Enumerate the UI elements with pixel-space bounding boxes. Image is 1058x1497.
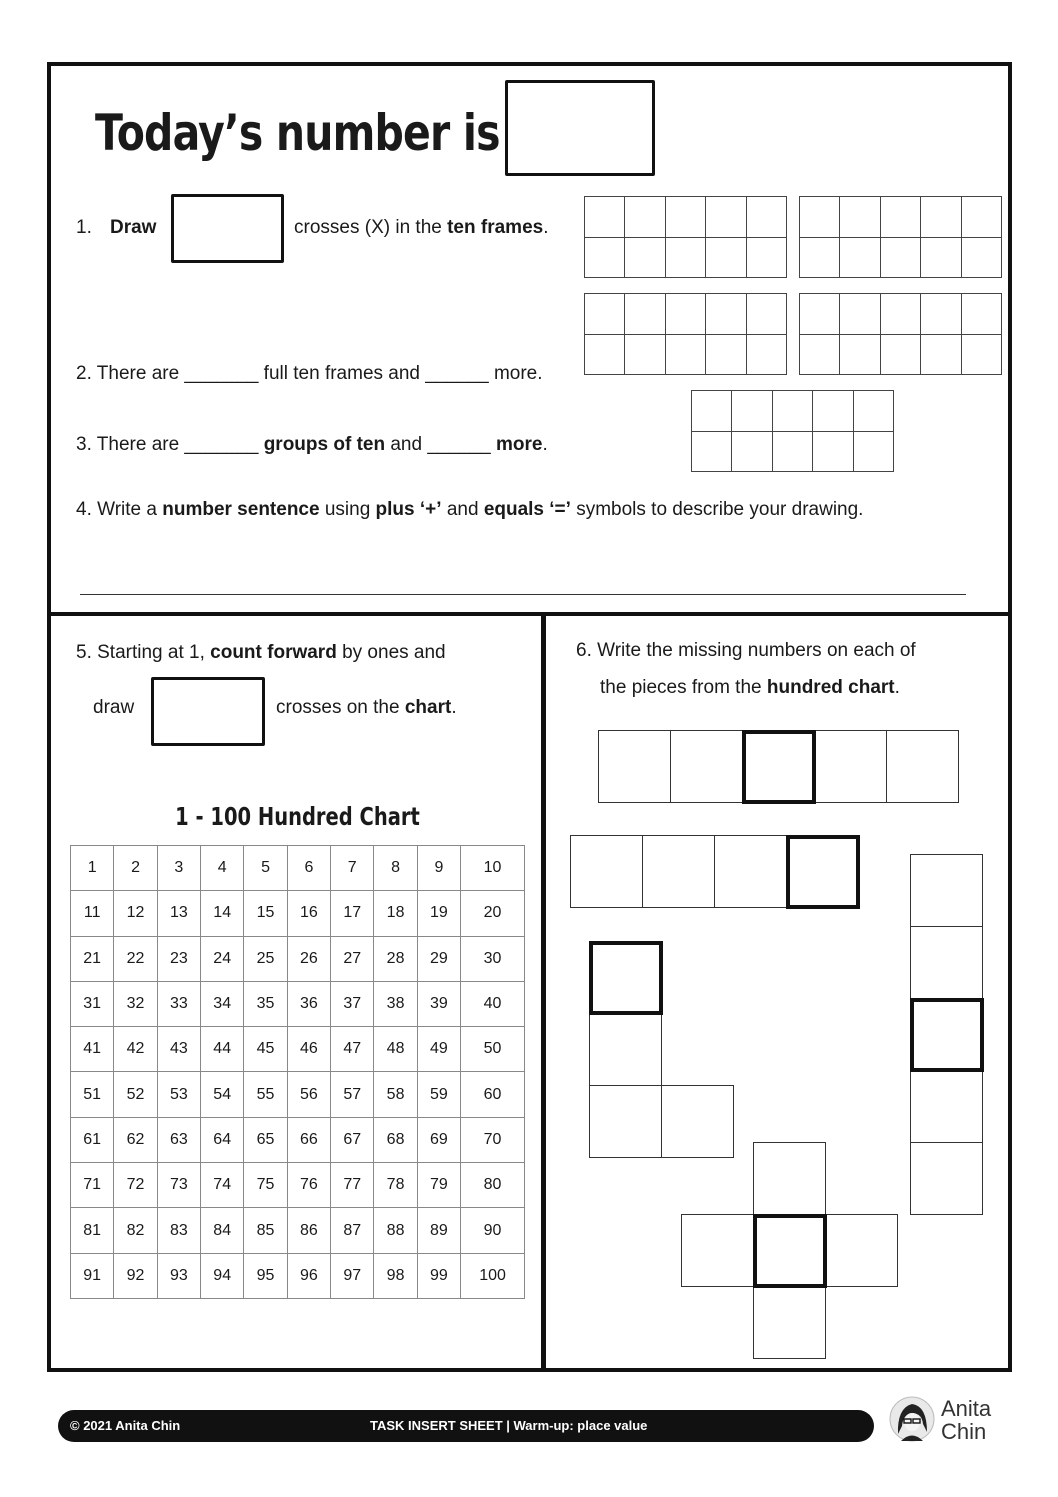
hundred-chart-cell[interactable]: 19	[417, 891, 460, 936]
piece-1-cell[interactable]	[814, 730, 887, 803]
hundred-chart-cell[interactable]: 91	[71, 1253, 114, 1298]
hundred-chart-row	[71, 1027, 525, 1072]
piece-4-cell[interactable]	[661, 1085, 734, 1158]
hundred-chart-cell[interactable]: 76	[287, 1163, 330, 1208]
ten-frame-cell[interactable]	[840, 334, 880, 375]
hundred-chart-cell[interactable]: 64	[201, 1117, 244, 1162]
ten-frame-cell[interactable]	[800, 334, 840, 375]
hundred-chart-cell[interactable]: 44	[201, 1027, 244, 1072]
hundred-chart-cell[interactable]: 77	[331, 1163, 374, 1208]
ten-frame-cell[interactable]	[853, 431, 893, 472]
piece-1-highlighted-cell[interactable]	[742, 730, 816, 804]
ten-frame-cell[interactable]	[772, 431, 812, 472]
hundred-chart-cell[interactable]: 37	[331, 981, 374, 1026]
hundred-chart-cell[interactable]: 84	[201, 1208, 244, 1253]
hundred-chart-row	[71, 891, 525, 936]
todays-number-box[interactable]	[505, 80, 655, 176]
q5-line2: crosses on the chart.	[276, 697, 457, 718]
ten-frame-cell[interactable]	[840, 237, 880, 278]
hundred-chart-cell[interactable]: 56	[287, 1072, 330, 1117]
hundred-chart-cell[interactable]: 97	[331, 1253, 374, 1298]
author-logo	[889, 1394, 1009, 1446]
hundred-chart-cell[interactable]: 42	[114, 1027, 157, 1072]
ten-frame-cell[interactable]	[625, 197, 665, 238]
ten-frame-1[interactable]	[584, 196, 787, 278]
ten-frame-3[interactable]	[584, 293, 787, 375]
hundred-chart-cell[interactable]: 31	[71, 981, 114, 1026]
hundred-chart-cell[interactable]: 32	[114, 981, 157, 1026]
footer-copyright: © 2021 Anita Chin	[70, 1418, 181, 1433]
ten-frame-cell[interactable]	[625, 237, 665, 278]
hundred-chart-cell[interactable]: 79	[417, 1163, 460, 1208]
hundred-chart-cell[interactable]: 39	[417, 981, 460, 1026]
hundred-chart-cell[interactable]: 57	[331, 1072, 374, 1117]
ten-frame-cell[interactable]	[746, 237, 786, 278]
hundred-chart-cell[interactable]: 68	[374, 1117, 417, 1162]
ten-frame-cell[interactable]	[800, 197, 840, 238]
hundred-chart-cell[interactable]: 21	[71, 936, 114, 981]
hundred-chart-cell[interactable]: 36	[287, 981, 330, 1026]
hundred-chart-cell[interactable]: 58	[374, 1072, 417, 1117]
ten-frame-cell[interactable]	[732, 431, 772, 472]
piece-3-cell[interactable]	[910, 1070, 983, 1143]
hundred-chart-cell[interactable]: 85	[244, 1208, 287, 1253]
hundred-chart-cell[interactable]: 12	[114, 891, 157, 936]
piece-2-highlighted-cell[interactable]	[786, 835, 860, 909]
piece-3-highlighted-cell[interactable]	[910, 998, 984, 1072]
ten-frame-cell[interactable]	[880, 334, 920, 375]
ten-frame-cell[interactable]	[665, 334, 705, 375]
hundred-chart-title: 1 - 100 Hundred Chart	[175, 802, 420, 831]
ten-frame-cell[interactable]	[732, 391, 772, 432]
q4-text: 4. Write a number sentence using plus ‘+’ and equals ‘=’ symbols to describe your drawing.	[76, 499, 864, 520]
ten-frame-cell[interactable]	[746, 294, 786, 335]
hundred-chart-cell[interactable]: 43	[157, 1027, 200, 1072]
ten-frame-cell[interactable]	[692, 431, 732, 472]
logo-name-line1: Anita	[941, 1396, 992, 1421]
piece-2-cell[interactable]	[570, 835, 643, 908]
hundred-chart-cell[interactable]: 92	[114, 1253, 157, 1298]
hundred-chart-cell[interactable]: 67	[331, 1117, 374, 1162]
hundred-chart-cell[interactable]: 5	[244, 846, 287, 891]
hundred-chart-cell[interactable]: 15	[244, 891, 287, 936]
hundred-chart-cell[interactable]: 52	[114, 1072, 157, 1117]
hundred-chart-cell[interactable]: 49	[417, 1027, 460, 1072]
ten-frame-cell[interactable]	[746, 334, 786, 375]
piece-1-cell[interactable]	[670, 730, 743, 803]
ten-frame-cell[interactable]	[692, 391, 732, 432]
piece-3-cell[interactable]	[910, 1142, 983, 1215]
piece-3-cell[interactable]	[910, 854, 983, 927]
q6-line2: the pieces from the hundred chart.	[600, 677, 900, 698]
hundred-chart-cell[interactable]: 83	[157, 1208, 200, 1253]
hundred-chart-cell[interactable]: 53	[157, 1072, 200, 1117]
ten-frame-2[interactable]	[799, 196, 1002, 278]
hundred-chart-cell[interactable]: 28	[374, 936, 417, 981]
ten-frame-cell[interactable]	[853, 391, 893, 432]
hundred-chart-cell[interactable]: 82	[114, 1208, 157, 1253]
ten-frame-cell[interactable]	[706, 197, 746, 238]
ten-frame-cell[interactable]	[961, 237, 1001, 278]
piece-5-cell[interactable]	[753, 1286, 826, 1359]
hundred-chart-cell[interactable]: 54	[201, 1072, 244, 1117]
ten-frame-cell[interactable]	[585, 237, 625, 278]
hundred-chart-cell[interactable]: 27	[331, 936, 374, 981]
hundred-chart-cell[interactable]: 33	[157, 981, 200, 1026]
hundred-chart-cell[interactable]: 75	[244, 1163, 287, 1208]
ten-frame-cell[interactable]	[746, 197, 786, 238]
ten-frame-cell[interactable]	[813, 431, 853, 472]
hundred-chart-cell[interactable]: 38	[374, 981, 417, 1026]
ten-frame-cell[interactable]	[625, 294, 665, 335]
hundred-chart-cell[interactable]: 17	[331, 891, 374, 936]
hundred-chart-cell[interactable]: 95	[244, 1253, 287, 1298]
piece-5-cell[interactable]	[681, 1214, 754, 1287]
hundred-chart-row	[71, 1072, 525, 1117]
piece-3-cell[interactable]	[910, 926, 983, 999]
logo-name-line2: Chin	[941, 1419, 987, 1444]
hundred-chart-cell[interactable]: 48	[374, 1027, 417, 1072]
q5-answer-box[interactable]	[151, 677, 265, 746]
ten-frame-cell[interactable]	[665, 294, 705, 335]
hundred-chart-cell[interactable]: 63	[157, 1117, 200, 1162]
hundred-chart-cell[interactable]: 16	[287, 891, 330, 936]
hundred-chart-cell[interactable]: 25	[244, 936, 287, 981]
hundred-chart-cell[interactable]: 26	[287, 936, 330, 981]
ten-frame-cell[interactable]	[921, 294, 961, 335]
piece-4-highlighted-cell[interactable]	[589, 941, 663, 1015]
hundred-chart-cell[interactable]: 74	[201, 1163, 244, 1208]
hundred-chart-row	[71, 1117, 525, 1162]
ten-frame-cell[interactable]	[880, 197, 920, 238]
hundred-chart-cell[interactable]: 100	[461, 1253, 525, 1298]
hundred-chart-cell[interactable]: 30	[461, 936, 525, 981]
ten-frame-cell[interactable]	[585, 197, 625, 238]
hundred-chart-cell[interactable]: 35	[244, 981, 287, 1026]
hundred-chart-cell[interactable]: 80	[461, 1163, 525, 1208]
hundred-chart-cell[interactable]: 20	[461, 891, 525, 936]
ten-frame-cell[interactable]	[665, 237, 705, 278]
hundred-chart-cell[interactable]: 59	[417, 1072, 460, 1117]
ten-frame-cell[interactable]	[961, 334, 1001, 375]
footer-title: TASK INSERT SHEET | Warm-up: place value	[370, 1418, 648, 1433]
q5-draw: draw	[93, 697, 135, 718]
hundred-chart-cell[interactable]: 94	[201, 1253, 244, 1298]
ten-frame-cell[interactable]	[706, 237, 746, 278]
footer-bar	[58, 1410, 874, 1442]
author-avatar-icon	[889, 1394, 935, 1444]
hundred-chart-cell[interactable]: 22	[114, 936, 157, 981]
hundred-chart-cell[interactable]: 8	[374, 846, 417, 891]
hundred-chart-cell[interactable]: 66	[287, 1117, 330, 1162]
hundred-chart-cell[interactable]: 96	[287, 1253, 330, 1298]
piece-5-cell[interactable]	[825, 1214, 898, 1287]
q4-answer-line[interactable]	[80, 594, 966, 595]
hundred-chart-cell[interactable]: 70	[461, 1117, 525, 1162]
piece-2-cell[interactable]	[714, 835, 787, 908]
hundred-chart-cell[interactable]: 99	[417, 1253, 460, 1298]
q1-number: 1.	[76, 217, 92, 238]
hundred-chart-cell[interactable]: 29	[417, 936, 460, 981]
q1-answer-box[interactable]	[171, 194, 284, 263]
ten-frame-cell[interactable]	[625, 334, 665, 375]
hundred-chart-cell[interactable]: 40	[461, 981, 525, 1026]
hundred-chart-row	[71, 1163, 525, 1208]
hundred-chart-cell[interactable]: 23	[157, 936, 200, 981]
hundred-chart-cell[interactable]: 4	[201, 846, 244, 891]
hundred-chart-cell[interactable]: 72	[114, 1163, 157, 1208]
hundred-chart-cell[interactable]: 13	[157, 891, 200, 936]
hundred-chart-cell[interactable]: 14	[201, 891, 244, 936]
hundred-chart-cell[interactable]: 45	[244, 1027, 287, 1072]
piece-2-cell[interactable]	[642, 835, 715, 908]
piece-4-cell[interactable]	[589, 1013, 662, 1086]
piece-5-highlighted-cell[interactable]	[753, 1214, 827, 1288]
ten-frame-cell[interactable]	[961, 294, 1001, 335]
piece-5-cell[interactable]	[753, 1142, 826, 1215]
hundred-chart-row	[71, 936, 525, 981]
hundred-chart-cell[interactable]: 65	[244, 1117, 287, 1162]
q5-line1: 5. Starting at 1, count forward by ones and	[76, 642, 446, 663]
hundred-chart-cell[interactable]: 1	[71, 846, 114, 891]
hundred-chart-cell[interactable]: 55	[244, 1072, 287, 1117]
hundred-chart-cell[interactable]: 51	[71, 1072, 114, 1117]
piece-1-cell[interactable]	[598, 730, 671, 803]
ten-frame-cell[interactable]	[800, 237, 840, 278]
piece-4-cell[interactable]	[589, 1085, 662, 1158]
hundred-chart[interactable]	[70, 845, 525, 1299]
ten-frame-cell[interactable]	[840, 197, 880, 238]
hundred-chart-cell[interactable]: 61	[71, 1117, 114, 1162]
ten-frame-4[interactable]	[799, 293, 1002, 375]
hundred-chart-cell[interactable]: 98	[374, 1253, 417, 1298]
ten-frame-cell[interactable]	[585, 334, 625, 375]
ten-frame-cell[interactable]	[772, 391, 812, 432]
hundred-chart-cell[interactable]: 69	[417, 1117, 460, 1162]
hundred-chart-cell[interactable]: 41	[71, 1027, 114, 1072]
hundred-chart-cell[interactable]: 71	[71, 1163, 114, 1208]
hundred-chart-cell[interactable]: 10	[461, 846, 525, 891]
ten-frame-cell[interactable]	[961, 197, 1001, 238]
hundred-chart-cell[interactable]: 18	[374, 891, 417, 936]
ten-frame-cell[interactable]	[840, 294, 880, 335]
hundred-chart-cell[interactable]: 11	[71, 891, 114, 936]
hundred-chart-cell[interactable]: 50	[461, 1027, 525, 1072]
hundred-chart-cell[interactable]: 86	[287, 1208, 330, 1253]
hundred-chart-cell[interactable]: 2	[114, 846, 157, 891]
ten-frame-5[interactable]	[691, 390, 894, 472]
hundred-chart-cell[interactable]: 46	[287, 1027, 330, 1072]
ten-frame-cell[interactable]	[813, 391, 853, 432]
q6-line1: 6. Write the missing numbers on each of	[576, 640, 916, 661]
hundred-chart-cell[interactable]: 3	[157, 846, 200, 891]
hundred-chart-cell[interactable]: 93	[157, 1253, 200, 1298]
hundred-chart-cell[interactable]: 24	[201, 936, 244, 981]
hundred-chart-cell[interactable]: 62	[114, 1117, 157, 1162]
ten-frame-cell[interactable]	[921, 334, 961, 375]
q1-text: crosses (X) in the ten frames.	[294, 217, 549, 238]
hundred-chart-cell[interactable]: 89	[417, 1208, 460, 1253]
ten-frame-cell[interactable]	[880, 294, 920, 335]
hundred-chart-cell[interactable]: 73	[157, 1163, 200, 1208]
hundred-chart-cell[interactable]: 78	[374, 1163, 417, 1208]
ten-frame-cell[interactable]	[585, 294, 625, 335]
hundred-chart-cell[interactable]: 90	[461, 1208, 525, 1253]
ten-frame-cell[interactable]	[921, 237, 961, 278]
hundred-chart-cell[interactable]: 34	[201, 981, 244, 1026]
hundred-chart-row	[71, 846, 525, 891]
ten-frame-cell[interactable]	[921, 197, 961, 238]
hundred-chart-row	[71, 1208, 525, 1253]
ten-frame-cell[interactable]	[706, 294, 746, 335]
ten-frame-cell[interactable]	[706, 334, 746, 375]
hundred-chart-cell[interactable]: 88	[374, 1208, 417, 1253]
hundred-chart-cell[interactable]: 47	[331, 1027, 374, 1072]
hundred-chart-row	[71, 1253, 525, 1298]
ten-frame-cell[interactable]	[880, 237, 920, 278]
ten-frame-cell[interactable]	[665, 197, 705, 238]
hundred-chart-cell[interactable]: 87	[331, 1208, 374, 1253]
page-title: Today’s number is	[95, 104, 500, 162]
ten-frame-cell[interactable]	[800, 294, 840, 335]
q1-draw: Draw	[110, 217, 157, 238]
hundred-chart-cell[interactable]: 7	[331, 846, 374, 891]
q3-text: 3. There are _______ groups of ten and ______ more.	[76, 434, 548, 455]
hundred-chart-row	[71, 981, 525, 1026]
piece-1-cell[interactable]	[886, 730, 959, 803]
hundred-chart-cell[interactable]: 9	[417, 846, 460, 891]
hundred-chart-cell[interactable]: 6	[287, 846, 330, 891]
hundred-chart-cell[interactable]: 60	[461, 1072, 525, 1117]
q2-text: 2. There are _______ full ten frames and ______ more.	[76, 363, 543, 384]
hundred-chart-cell[interactable]: 81	[71, 1208, 114, 1253]
